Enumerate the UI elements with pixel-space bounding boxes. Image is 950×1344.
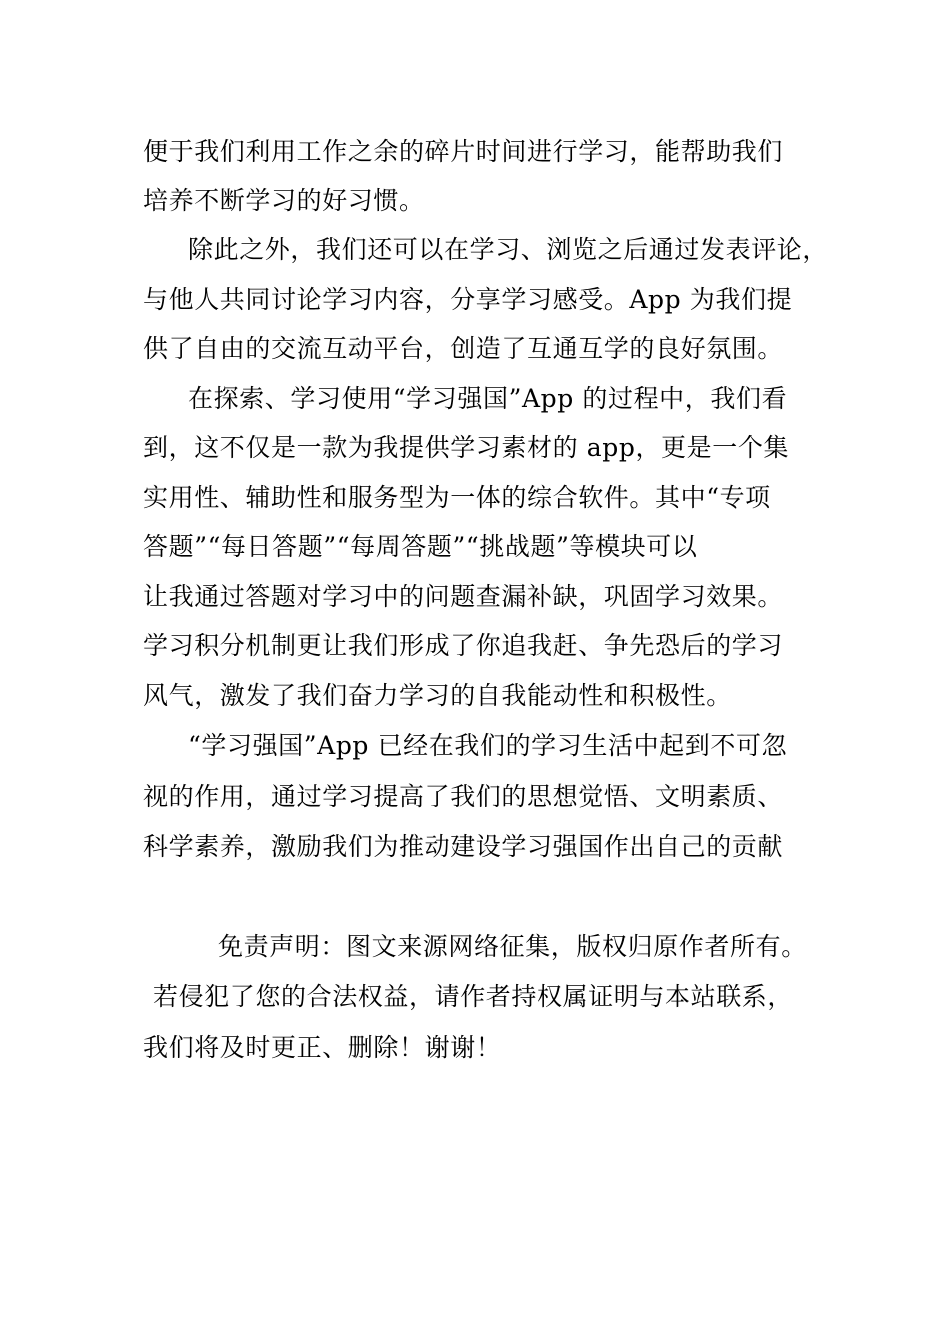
disclaimer-line-2: 若侵犯了您的合法权益，请作者持权属证明与本站联系，	[153, 982, 794, 1011]
paragraph-3-line-3: 实用性、辅助性和服务型为一体的综合软件。其中“专项	[143, 483, 771, 512]
paragraph-1-line-1: 便于我们利用工作之余的碎片时间进行学习，能帮助我们	[143, 137, 784, 166]
paragraph-1-line-2: 培养不断学习的好习惯。	[143, 186, 425, 215]
paragraph-3-line-4: 答题”“每日答题”“每周答题”“挑战题”等模块可以	[143, 532, 698, 561]
paragraph-3-line-2: 到，这不仅是一款为我提供学习素材的 app，更是一个集	[143, 433, 790, 462]
paragraph-3-line-1: 在探索、学习使用“学习强国”App 的过程中，我们看	[188, 384, 788, 413]
paragraph-2-line-3: 供了自由的交流互动平台，创造了互通互学的良好氛围。	[143, 334, 784, 363]
disclaimer-line-3: 我们将及时更正、删除！谢谢！	[143, 1033, 502, 1062]
paragraph-4-line-1: “学习强国”App 已经在我们的学习生活中起到不可忽	[188, 731, 788, 760]
paragraph-3-line-6: 学习积分机制更让我们形成了你追我赶、争先恐后的学习	[143, 631, 784, 660]
paragraph-2-line-1: 除此之外，我们还可以在学习、浏览之后通过发表评论，	[188, 235, 829, 264]
paragraph-2-line-2: 与他人共同讨论学习内容，分享学习感受。App 为我们提	[143, 285, 793, 314]
paragraph-4-line-3: 科学素养，激励我们为推动建设学习强国作出自己的贡献	[143, 832, 784, 861]
disclaimer-line-1: 免责声明：图文来源网络征集，版权归原作者所有。	[218, 932, 807, 961]
paragraph-4-line-2: 视的作用，通过学习提高了我们的思想觉悟、文明素质、	[143, 782, 784, 811]
paragraph-3-line-5: 让我通过答题对学习中的问题查漏补缺，巩固学习效果。	[143, 582, 784, 611]
paragraph-3-line-7: 风气，激发了我们奋力学习的自我能动性和积极性。	[143, 681, 732, 710]
